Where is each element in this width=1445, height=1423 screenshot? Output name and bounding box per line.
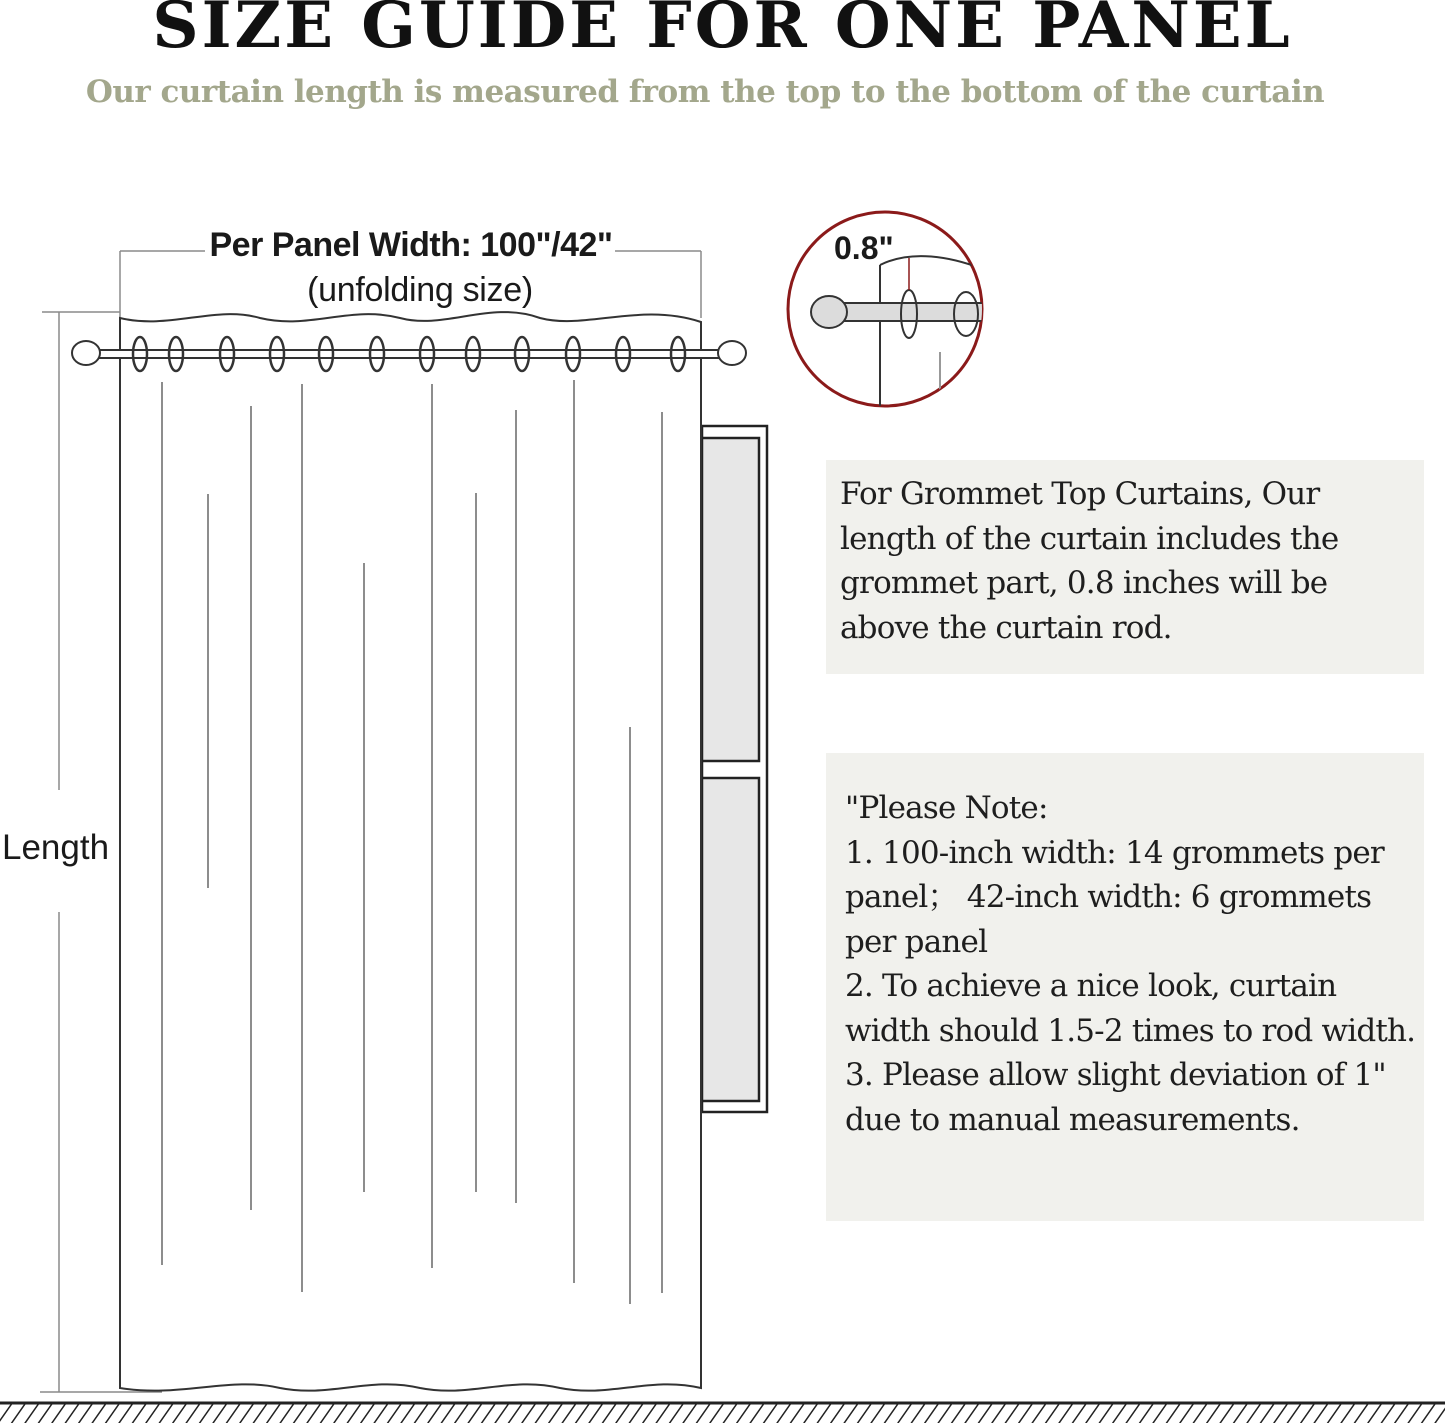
note-item: 2. To achieve a nice look, curtain width should 1.5-2 times to rod width. xyxy=(845,968,1416,1049)
page-title: SIZE GUIDE FOR ONE PANEL xyxy=(152,0,1293,63)
grommet-info-box xyxy=(826,460,1424,674)
note-item: 3. Please allow slight deviation of 1" due to manual measurements. xyxy=(845,1057,1386,1138)
note-heading: "Please Note: xyxy=(845,790,1048,826)
note-item: 1. 100-inch width: 14 grommets per panel； 42-inch width: 6 grommets per panel xyxy=(845,834,1384,960)
panel-width-label: Per Panel Width: 100"/42" xyxy=(209,226,613,264)
floor xyxy=(0,1403,1445,1423)
window-frame xyxy=(702,426,767,1112)
please-note-box xyxy=(826,753,1424,1221)
unfolding-size-label: (unfolding size) xyxy=(307,271,533,309)
length-label: Length xyxy=(2,828,110,867)
grommet-info-text: For Grommet Top Curtains, Our length of the curtain includes the grommet part, 0.8 inches will be above the curtain rod. xyxy=(840,476,1339,646)
grommet-offset-label: 0.8" xyxy=(834,230,894,266)
page-subtitle: Our curtain length is measured from the top to the bottom of the curtain xyxy=(85,74,1325,110)
